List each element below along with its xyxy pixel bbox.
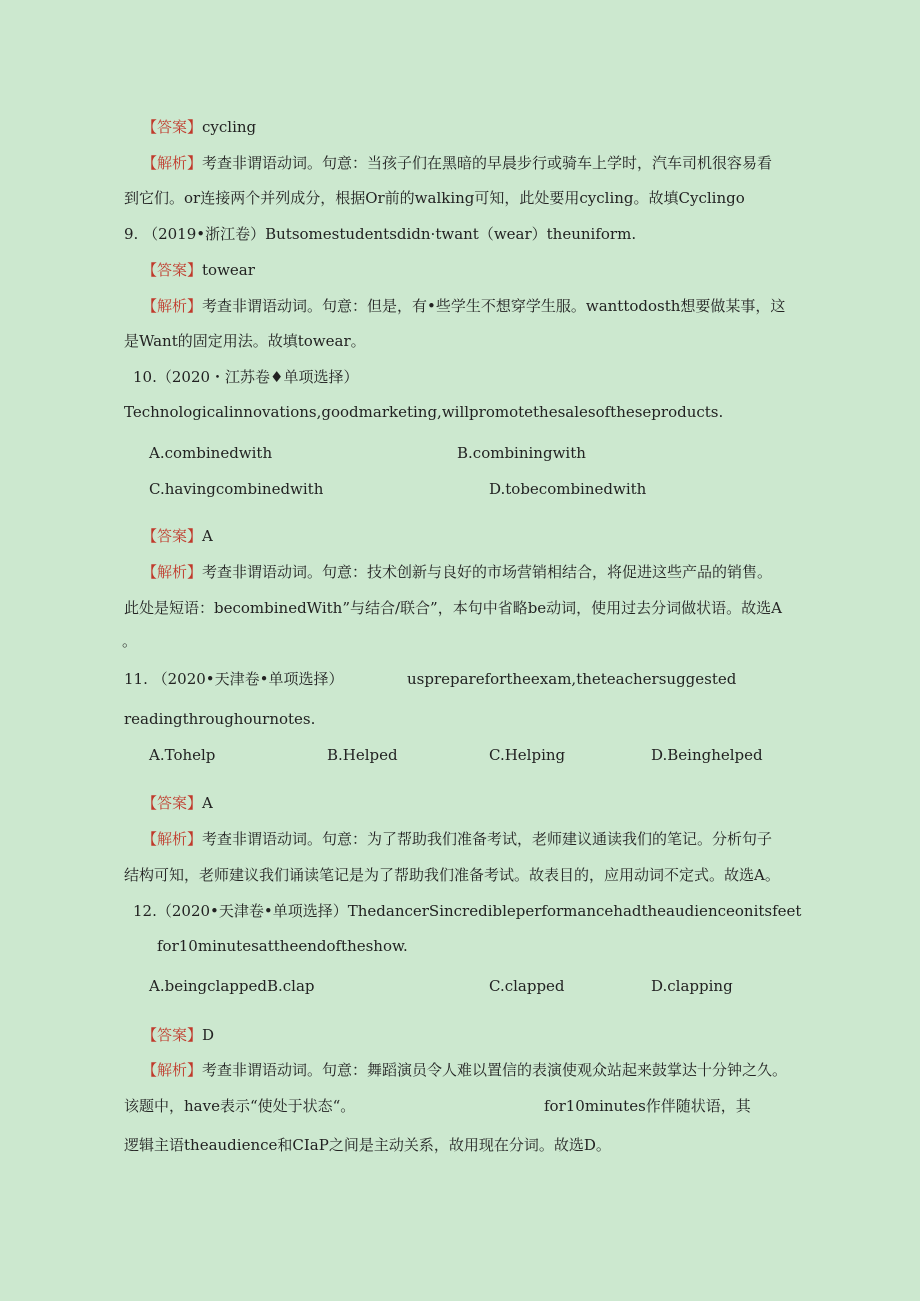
explanation-line bbox=[124, 1134, 611, 1156]
question-line bbox=[133, 900, 801, 922]
explanation-line bbox=[124, 1095, 355, 1117]
explanation-text: for10minutes作伴随状语，其 bbox=[544, 1097, 751, 1115]
option-text: B.combiningwith bbox=[457, 444, 586, 462]
explanation-tag: 【解析】 bbox=[142, 154, 203, 172]
explanation-text: 逻辑主语theaudience和CIaP之间是主动关系，故用现在分词。故选D。 bbox=[124, 1136, 611, 1154]
explanation-line bbox=[142, 828, 772, 850]
answer-tag: 【答案】 bbox=[142, 794, 203, 812]
explanation-line bbox=[122, 630, 137, 652]
option-text: A.beingclappedB.clap bbox=[149, 977, 315, 995]
option bbox=[457, 442, 586, 464]
option-text: D.Beinghelped bbox=[651, 746, 763, 764]
question-text: 12.（2020•天津卷•单项选择）ThedancerSincredibleperformancehadtheaudienceonitsfeet bbox=[133, 902, 802, 920]
answer-text: cycling bbox=[202, 118, 257, 136]
option-text: D.clapping bbox=[651, 977, 733, 995]
explanation-text: 该题中，have表示“使处于状态“。 bbox=[124, 1097, 356, 1115]
question-text: 11. （2020•天津卷•单项选择） bbox=[124, 670, 344, 688]
question-line bbox=[124, 708, 315, 730]
explanation-tag: 【解析】 bbox=[142, 1061, 203, 1079]
option bbox=[651, 975, 733, 997]
option-text: C.havingcombinedwith bbox=[149, 480, 324, 498]
answer-line bbox=[142, 1024, 214, 1046]
option bbox=[489, 744, 565, 766]
option bbox=[489, 478, 646, 500]
question-text: 10.（2020・江苏卷♦单项选择） bbox=[133, 368, 359, 386]
explanation-line bbox=[142, 561, 772, 583]
option bbox=[327, 744, 398, 766]
explanation-text: 。 bbox=[122, 632, 138, 650]
option bbox=[651, 744, 763, 766]
option bbox=[149, 975, 315, 997]
option bbox=[489, 975, 565, 997]
explanation-text: 此处是短语：becombinedWith”与结合/联合”，本句中省略be动词，使用过去分词做状语。故选A bbox=[124, 599, 783, 617]
option-text: C.clapped bbox=[489, 977, 565, 995]
question-text: for10minutesattheendoftheshow. bbox=[157, 937, 408, 955]
answer-tag: 【答案】 bbox=[142, 261, 203, 279]
explanation-line bbox=[142, 1059, 787, 1081]
explanation-line bbox=[124, 330, 366, 352]
explanation-line bbox=[142, 295, 785, 317]
answer-text: A bbox=[202, 794, 213, 812]
explanation-text: 到它们。or连接两个并列成分，根据Or前的walking可知，此处要用cycling。故填Cyclingo bbox=[124, 189, 745, 207]
explanation-text: 结构可知，老师建议我们诵读笔记是为了帮助我们准备考试。故表目的，应用动词不定式。故选A。 bbox=[124, 866, 780, 884]
question-line bbox=[124, 401, 723, 423]
explanation-text: 考查非谓语动词。句意：技术创新与良好的市场营销相结合，将促进这些产品的销售。 bbox=[202, 563, 773, 581]
option-text: D.tobecombinedwith bbox=[489, 480, 647, 498]
answer-line bbox=[142, 259, 255, 281]
answer-line bbox=[142, 792, 213, 814]
option bbox=[149, 442, 272, 464]
question-text: readingthroughournotes. bbox=[124, 710, 316, 728]
explanation-text: 考查非谓语动词。句意：但是，有•些学生不想穿学生服。wanttodosth想要做某事，这 bbox=[202, 297, 786, 315]
explanation-tag: 【解析】 bbox=[142, 830, 203, 848]
explanation-line bbox=[124, 864, 780, 886]
answer-line bbox=[142, 525, 213, 547]
answer-text: towear bbox=[202, 261, 255, 279]
answer-text: A bbox=[202, 527, 213, 545]
question-text: Technologicalinnovations,goodmarketing,willpromotethesalesoftheseproducts. bbox=[124, 403, 724, 421]
explanation-line bbox=[124, 597, 782, 619]
explanation-text: 考查非谓语动词。句意：当孩子们在黑暗的早晨步行或骑车上学时，汽车司机很容易看 bbox=[202, 154, 773, 172]
option-text: C.Helping bbox=[489, 746, 566, 764]
question-line bbox=[133, 366, 358, 388]
question-text: 9. （2019•浙江卷）Butsomestudentsdidn·twant（wear）theuniform. bbox=[124, 225, 637, 243]
explanation-tag: 【解析】 bbox=[142, 297, 203, 315]
option-text: A.combinedwith bbox=[149, 444, 273, 462]
answer-tag: 【答案】 bbox=[142, 1026, 203, 1044]
option-text: A.Tohelp bbox=[149, 746, 216, 764]
question-text: uspreparefortheexam,theteachersuggested bbox=[407, 670, 737, 688]
question-line bbox=[407, 668, 736, 690]
question-line bbox=[157, 935, 408, 957]
option bbox=[149, 744, 215, 766]
answer-tag: 【答案】 bbox=[142, 118, 203, 136]
explanation-text: 是Want的固定用法。故填towear。 bbox=[124, 332, 366, 350]
explanation-text: 考查非谓语动词。句意：舞蹈演员令人难以置信的表演使观众站起来鼓掌达十分钟之久。 bbox=[202, 1061, 788, 1079]
question-line bbox=[124, 668, 344, 690]
explanation-tag: 【解析】 bbox=[142, 563, 203, 581]
answer-line bbox=[142, 116, 256, 138]
option-text: B.Helped bbox=[327, 746, 398, 764]
answer-text: D bbox=[202, 1026, 215, 1044]
explanation-text: 考查非谓语动词。句意：为了帮助我们准备考试，老师建议通读我们的笔记。分析句子 bbox=[202, 830, 773, 848]
explanation-line bbox=[544, 1095, 751, 1117]
question-line bbox=[124, 223, 636, 245]
answer-tag: 【答案】 bbox=[142, 527, 203, 545]
option bbox=[149, 478, 323, 500]
explanation-line bbox=[142, 152, 772, 174]
explanation-line bbox=[124, 187, 745, 209]
